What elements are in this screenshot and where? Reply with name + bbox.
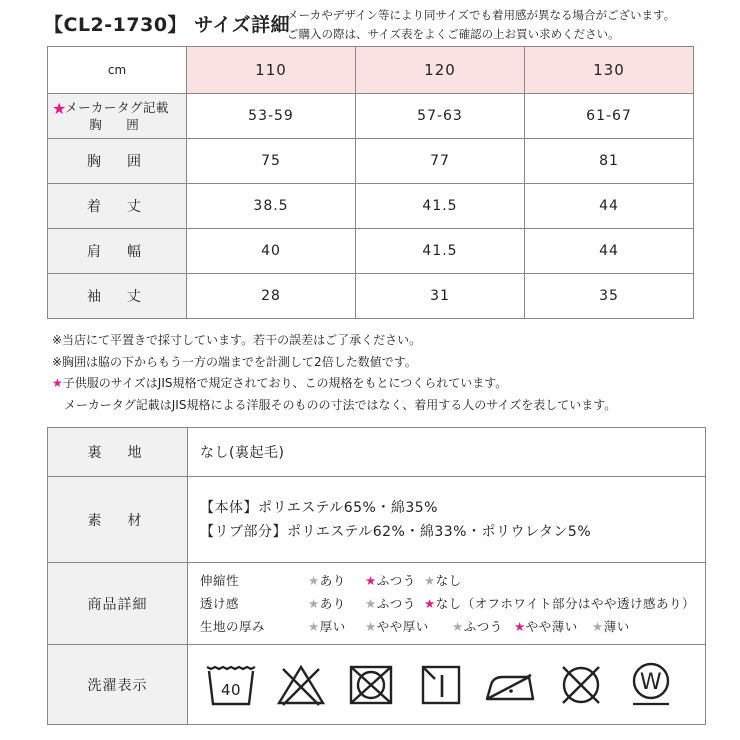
detail-option: ★やや厚い bbox=[365, 619, 429, 634]
table-cell: 81 bbox=[525, 139, 694, 184]
table-row-shoulder bbox=[48, 229, 694, 274]
note-jis bbox=[52, 373, 616, 395]
detail-option: ★ふつう bbox=[365, 573, 416, 588]
star-icon: ★ bbox=[592, 619, 604, 634]
line-dry-icon bbox=[406, 653, 476, 717]
page-title: 【CL2-1730】 サイズ詳細 bbox=[44, 14, 291, 36]
table-cell: 44 bbox=[525, 184, 694, 229]
details-label: 商品詳細 bbox=[48, 563, 188, 645]
shoulder-label: 肩 幅 bbox=[48, 229, 187, 274]
table-cell: 53-59 bbox=[187, 94, 356, 139]
material-rib: 【リブ部分】ポリエステル62%・綿33%・ポリウレタン5% bbox=[200, 523, 592, 540]
detail-option: ★ふつう bbox=[365, 596, 416, 611]
material-body: 【本体】ポリエステル65%・綿35% bbox=[200, 499, 438, 516]
size-110-header: 110 bbox=[187, 47, 356, 94]
no-tumble-dry-icon bbox=[336, 653, 406, 717]
size-notes bbox=[52, 330, 616, 416]
wet-clean-icon bbox=[616, 653, 686, 717]
detail-option: ★あり bbox=[308, 596, 346, 611]
lining-label: 裏 地 bbox=[48, 428, 188, 477]
material-value bbox=[188, 477, 706, 563]
table-row-details bbox=[48, 563, 706, 645]
table-cell: 57-63 bbox=[356, 94, 525, 139]
iron-low-icon bbox=[476, 653, 546, 717]
product-info-table bbox=[47, 427, 706, 725]
note-chest: ※胸囲は脇の下からもう一方の端までを計測して2倍した数値です。 bbox=[52, 354, 417, 369]
detail-option: ★やや薄い bbox=[514, 619, 578, 634]
wash-40-tub-icon bbox=[196, 653, 266, 717]
fit-notice-line1: メーカやデザイン等により同サイズでも着用感が異なる場合がございます。 bbox=[287, 8, 676, 22]
star-icon: ★ bbox=[424, 596, 436, 611]
table-cell: 77 bbox=[356, 139, 525, 184]
detail-row bbox=[200, 592, 705, 615]
table-row-lining bbox=[48, 428, 706, 477]
no-bleach-icon bbox=[266, 653, 336, 717]
table-cell: 44 bbox=[525, 229, 694, 274]
size-130-header: 130 bbox=[525, 47, 694, 94]
table-row-material bbox=[48, 477, 706, 563]
table-cell: 38.5 bbox=[187, 184, 356, 229]
unit-cell: cm bbox=[48, 47, 187, 94]
detail-option: ★ふつう bbox=[452, 619, 503, 634]
star-icon: ★ bbox=[424, 573, 436, 588]
star-icon: ★ bbox=[365, 596, 377, 611]
star-icon: ★ bbox=[514, 619, 526, 634]
note-measurement: ※当店にて平置きで採寸しています。若干の誤差はご了承ください。 bbox=[52, 333, 422, 347]
details-value bbox=[188, 563, 706, 645]
table-cell: 61-67 bbox=[525, 94, 694, 139]
table-row-chest bbox=[48, 139, 694, 184]
lining-value: なし(裏起毛) bbox=[188, 428, 706, 477]
table-row-maker-tag-chest bbox=[48, 94, 694, 139]
care-symbols bbox=[188, 645, 706, 725]
star-icon: ★ bbox=[308, 619, 320, 634]
star-icon: ★ bbox=[452, 619, 464, 634]
star-icon: ★ bbox=[308, 596, 320, 611]
table-cell: 28 bbox=[187, 274, 356, 319]
maker-tag-chest-label bbox=[48, 94, 187, 139]
table-row-care bbox=[48, 645, 706, 725]
star-icon: ★ bbox=[365, 619, 377, 634]
fit-notice bbox=[287, 6, 675, 44]
no-dry-clean-icon bbox=[546, 653, 616, 717]
star-icon: ★ bbox=[308, 573, 320, 588]
care-label: 洗濯表示 bbox=[48, 645, 188, 725]
size-header-row bbox=[48, 47, 694, 94]
star-icon: ★ bbox=[52, 376, 63, 390]
detail-option: ★なし（オフホワイト部分はやや透け感あり） bbox=[424, 596, 695, 611]
detail-row bbox=[200, 615, 705, 638]
details-list bbox=[200, 569, 705, 638]
chest-label: 胸 囲 bbox=[48, 139, 187, 184]
table-cell: 40 bbox=[187, 229, 356, 274]
fit-notice-line2: ご購入の際は、サイズ表をよくご確認の上お買い求めください。 bbox=[287, 27, 620, 41]
chest-sub-label: 胸 囲 bbox=[89, 117, 145, 132]
wet-clean-letter: W bbox=[639, 669, 663, 695]
sleeve-label: 袖 丈 bbox=[48, 274, 187, 319]
note-maker-tag: メーカータグ記載はJIS規格による洋服そのものの寸法ではなく、着用する人のサイズを表しています。 bbox=[64, 397, 617, 412]
note-jis-text: 子供服のサイズはJIS規格で規定されており、この規格をもとにつくられています。 bbox=[62, 376, 508, 390]
detail-name: 透け感 bbox=[200, 596, 240, 611]
star-icon: ★ bbox=[52, 99, 67, 118]
detail-option: ★薄い bbox=[592, 619, 630, 634]
table-cell: 75 bbox=[187, 139, 356, 184]
table-row-sleeve bbox=[48, 274, 694, 319]
detail-row bbox=[200, 569, 705, 592]
material-label: 素 材 bbox=[48, 477, 188, 563]
length-label: 着 丈 bbox=[48, 184, 187, 229]
size-table bbox=[47, 46, 694, 319]
detail-option: ★厚い bbox=[308, 619, 346, 634]
detail-option: ★なし bbox=[424, 573, 462, 588]
detail-name: 生地の厚み bbox=[200, 619, 266, 634]
detail-name: 伸縮性 bbox=[200, 573, 240, 588]
size-120-header: 120 bbox=[356, 47, 525, 94]
star-icon: ★ bbox=[365, 573, 377, 588]
table-cell: 31 bbox=[356, 274, 525, 319]
table-cell: 35 bbox=[525, 274, 694, 319]
wash-temp-label: 40 bbox=[220, 680, 242, 699]
table-cell: 41.5 bbox=[356, 229, 525, 274]
table-row-length bbox=[48, 184, 694, 229]
table-cell: 41.5 bbox=[356, 184, 525, 229]
maker-tag-label: メーカータグ記載 bbox=[65, 100, 169, 115]
detail-option: ★あり bbox=[308, 573, 346, 588]
